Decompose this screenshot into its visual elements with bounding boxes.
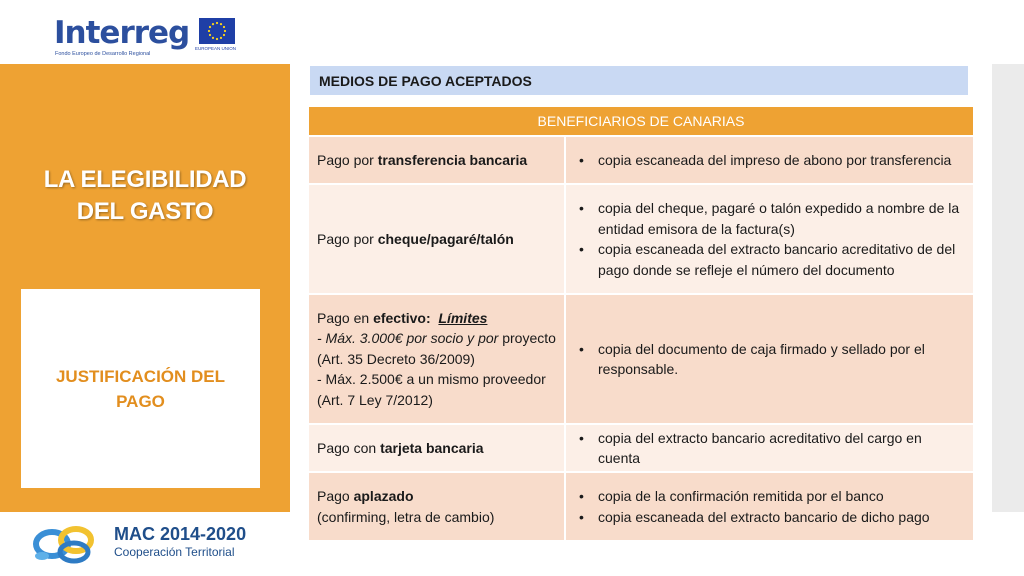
documents-cell <box>565 472 973 540</box>
method-prefix: Pago por <box>317 230 378 247</box>
eu-label: EUROPEAN UNION <box>195 46 237 51</box>
documents-list <box>574 428 965 469</box>
limit-1-rest: proyecto (Art. 35 Decreto 36/2009) <box>317 330 556 367</box>
limit-1-italic: - Máx. 3.000€ por socio y por <box>317 330 499 347</box>
document-item: • copia escaneada del extracto bancario acreditativo de del pago donde se refleje el número del documento <box>574 239 965 280</box>
method-prefix: Pago con <box>317 439 381 456</box>
mac-logo <box>30 520 270 568</box>
table-row <box>309 136 973 184</box>
payment-method-cell <box>309 472 565 540</box>
documents-list <box>574 198 965 280</box>
payment-method-cell <box>309 136 565 184</box>
documents-list <box>574 339 965 380</box>
document-item: • copia escaneada del extracto bancario de dicho pago <box>574 507 965 528</box>
method-title-line <box>317 308 556 329</box>
document-item: • copia de la confirmación remitida por el banco <box>574 486 965 507</box>
subtitle-line-2: PAGO <box>116 391 165 411</box>
subtitle <box>46 364 235 414</box>
mac-rings-icon <box>30 522 110 566</box>
method-name: transferencia bancaria <box>377 151 528 168</box>
subtitle-line-1: JUSTIFICACIÓN DEL <box>55 366 226 386</box>
document-item: • copia del extracto bancario acreditativo del cargo en cuenta <box>574 428 965 469</box>
table-row <box>309 184 973 294</box>
document-item: • copia escaneada del impreso de abono por transferencia <box>574 150 965 171</box>
method-name: efectivo: <box>373 309 431 326</box>
eu-flag-icon <box>199 18 235 44</box>
method-note: (confirming, letra de cambio) <box>317 508 495 525</box>
method-prefix: Pago por <box>317 151 378 168</box>
document-item: • copia del cheque, pagaré o talón expedido a nombre de la entidad emisora de la factura(s) <box>574 198 965 239</box>
documents-cell <box>565 294 973 424</box>
interreg-logo <box>52 14 242 60</box>
limit-1 <box>317 328 556 369</box>
interreg-logo-subtitle: Fondo Europeo de Desarrollo Regional <box>55 51 151 57</box>
documents-cell <box>565 136 973 184</box>
document-item: • copia del documento de caja firmado y sellado por el responsable. <box>574 339 965 380</box>
page-title-line-1: LA ELEGIBILIDAD <box>43 166 247 193</box>
section-header: MEDIOS DE PAGO ACEPTADOS <box>310 66 968 95</box>
mac-logo-title: MAC 2014-2020 <box>114 524 247 544</box>
page-title <box>0 164 290 228</box>
method-title-line <box>317 486 556 507</box>
method-name: cheque/pagaré/talón <box>377 230 514 247</box>
payment-method-cell <box>309 424 565 472</box>
table-row <box>309 472 973 540</box>
payment-method-cell <box>309 184 565 294</box>
method-name: tarjeta bancaria <box>380 439 484 456</box>
payment-method-cell <box>309 294 565 424</box>
table-header: BENEFICIARIOS DE CANARIAS <box>309 107 973 136</box>
mac-logo-subtitle: Cooperación Territorial <box>114 545 235 559</box>
table-row <box>309 294 973 424</box>
limits-label: Límites <box>438 309 488 326</box>
limit-2: - Máx. 2.500€ a un mismo proveedor (Art. 7 Ley 7/2012) <box>317 371 546 408</box>
method-name: aplazado <box>353 488 414 504</box>
documents-list <box>574 486 965 527</box>
page-title-line-2: DEL GASTO <box>76 198 214 225</box>
method-prefix: Pago en <box>317 309 374 326</box>
method-prefix: Pago <box>317 488 354 504</box>
documents-cell <box>565 424 973 472</box>
left-panel <box>0 64 290 512</box>
right-decorative-strip <box>992 64 1024 512</box>
interreg-logo-text: Interreg <box>54 15 190 51</box>
payment-methods-table <box>309 107 973 540</box>
subtitle-box <box>21 289 260 488</box>
table-row <box>309 424 973 472</box>
documents-list <box>574 150 965 171</box>
documents-cell <box>565 184 973 294</box>
